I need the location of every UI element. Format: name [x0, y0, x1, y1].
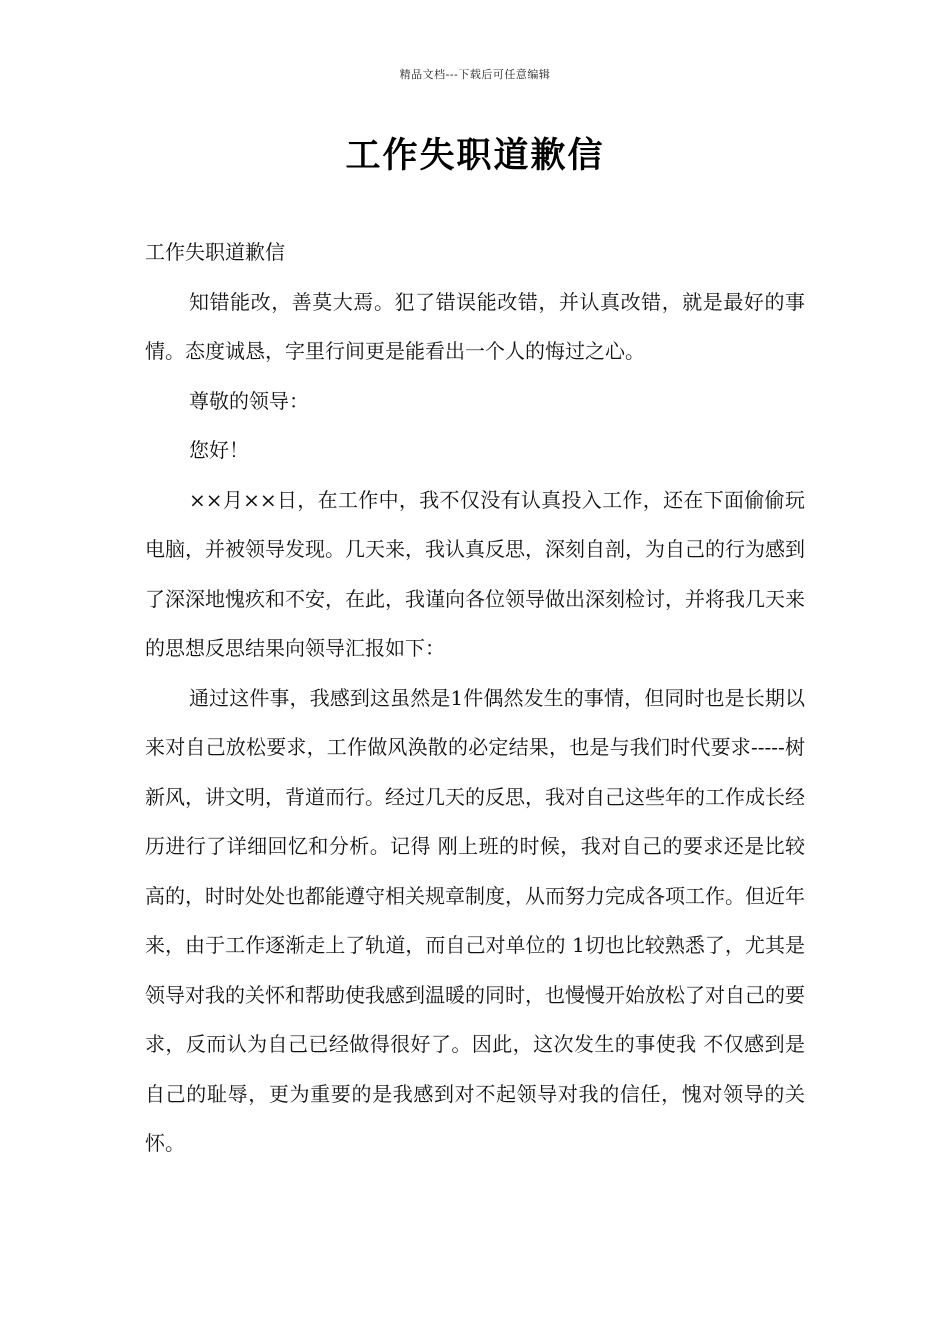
greeting: 您好！	[189, 438, 249, 462]
document-body	[145, 228, 805, 1169]
intro-paragraph: 知错能改，善莫大焉。犯了错误能改错，并认真改错，就是最好的事情。态度诚恳，字里行间更是能看出一个人的悔过之心。	[145, 289, 805, 363]
subtitle-paragraph: 工作失职道歉信	[145, 240, 285, 264]
document-title: 工作失职道歉信	[345, 136, 605, 176]
header-note: 精品文档---下载后可任意编辑	[399, 68, 551, 81]
body-paragraph: 通过这件事，我感到这虽然是1件偶然发生的事情，但同时也是长期以来对自己放松要求，工作做风涣散的必定结果，也是与我们时代要求-----树新风，讲文明，背道而行。经过几天的反思，我对自己这些年的工作成长经历进行了详细回忆和分析。记得 刚上班的时候，我对自己的要求还是比较高的，时时处处也都能遵守相关规章制度，从而努力完成各项工作。但近年来，由于工作逐渐走上了轨道，而自己对单位的 1切也比较熟悉了，尤其是领导对我的关怀和帮助使我感到温暖的同时，也慢慢开始放松了对自己的要求，反而认为自己已经做得很好了。因此，这次发生的事使我 不仅感到是自己的耻辱，更为重要的是我感到对不起领导对我的信任，愧对领导的关怀。	[145, 685, 805, 1155]
salutation: 尊敬的领导：	[189, 388, 309, 413]
body-paragraph: ××月××日，在工作中，我不仅没有认真投入工作，还在下面偷偷玩电脑，并被领导发现。几天来，我认真反思，深刻自剖，为自己的行为感到了深深地愧疚和不安，在此，我谨向各位领导做出深刻检讨，并将我几天来的思想反思结果向领导汇报如下：	[145, 487, 805, 660]
